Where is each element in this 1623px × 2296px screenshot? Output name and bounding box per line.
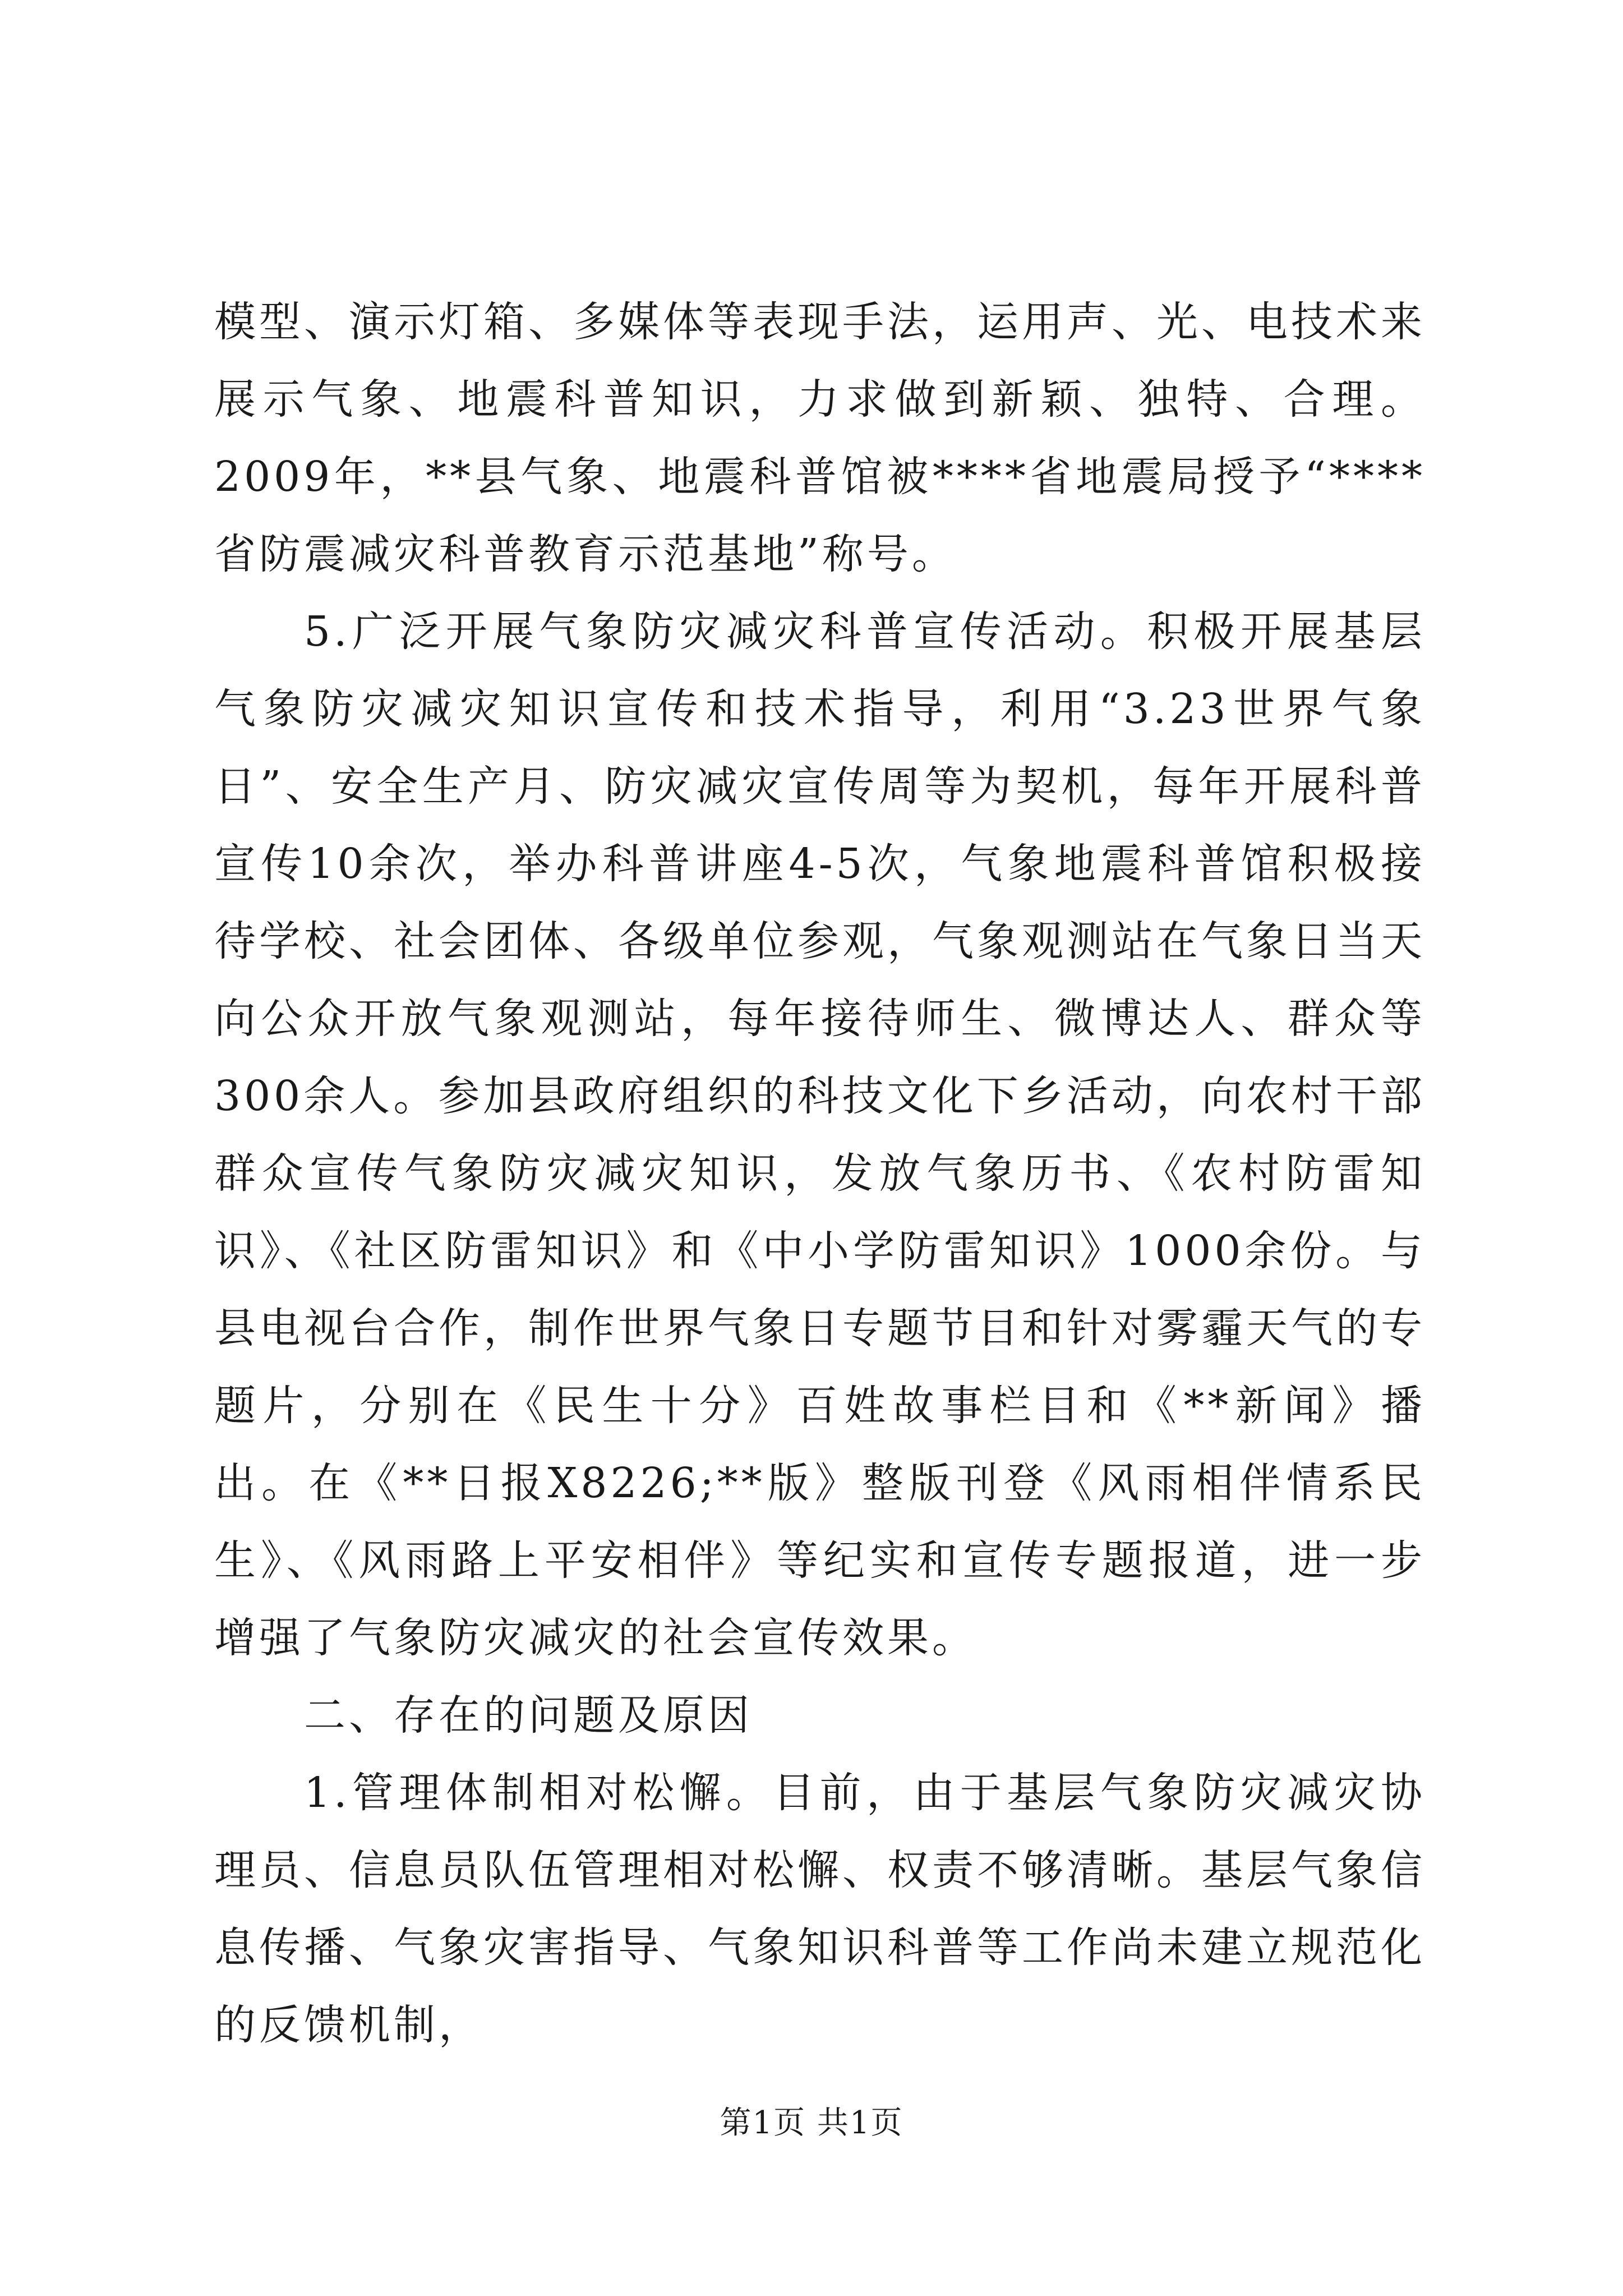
paragraph-continuation: 模型、演示灯箱、多媒体等表现手法，运用声、光、电技术来展示气象、地震科普知识，力求做到新颖、独特、合理。2009年，**县气象、地震科普馆被****省地震局授予“****省防震减灾科普教育示范基地”称号。: [214, 298, 1426, 578]
section-heading-problems: 二、存在的问题及原因: [304, 1691, 753, 1740]
paragraph-problem-1: 1.管理体制相对松懈。目前，由于基层气象防灾减灾协理员、信息员队伍管理相对松懈、权责不够清晰。基层气象信息传播、气象灾害指导、气象知识科普等工作尚未建立规范化的反馈机制，: [214, 1769, 1426, 2049]
page-footer: 第1页 共1页: [720, 2105, 903, 2141]
paragraph-section-5: 5.广泛开展气象防灾减灾科普宣传活动。积极开展基层气象防灾减灾知识宣传和技术指导，利用“3.23世界气象日”、安全生产月、防灾减灾宣传周等为契机，每年开展科普宣传10余次，举办科普讲座4-5次，气象地震科普馆积极接待学校、社会团体、各级单位参观，气象观测站在气象日当天向公众开放气象观测站，每年接待师生、微博达人、群众等300余人。参加县政府组织的科技文化下乡活动，向农村干部群众宣传气象防灾减灾知识，发放气象历书、《农村防雷知识》、《社区防雷知识》和《中小学防雷知识》1000余份。与县电视台合作，制作世界气象日专题节目和针对雾霾天气的专题片，分别在《民生十分》百姓故事栏目和《**新闻》播出。在《**日报X8226;**版》整版刊登《风雨相伴情系民生》、《风雨路上平安相伴》等纪实和宣传专题报道，进一步增强了气象防灾减灾的社会宣传效果。: [214, 608, 1426, 1662]
document-body: [214, 283, 1426, 2064]
